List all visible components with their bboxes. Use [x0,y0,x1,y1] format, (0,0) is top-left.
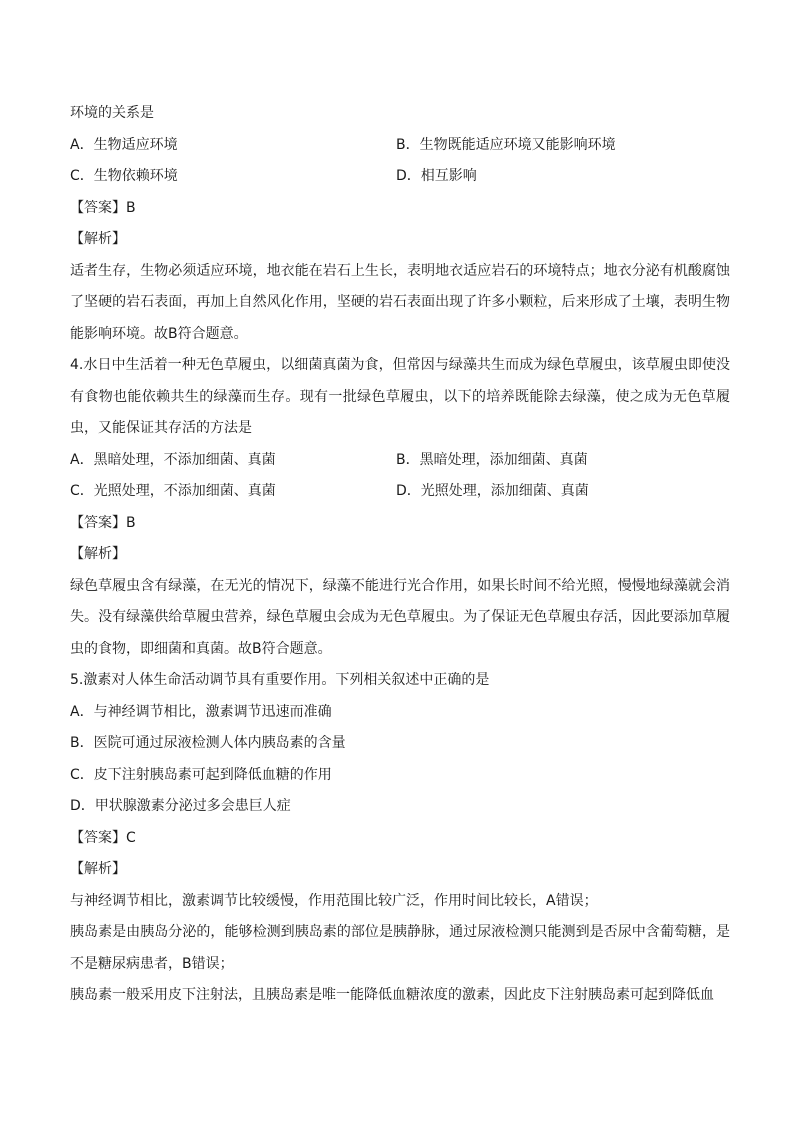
q3-answer: 【答案】B [70,199,136,216]
q3-option-d: D．相互影响 [396,168,477,184]
q4-analysis: 绿色草履虫含有绿藻，在无光的情况下，绿藻不能进行光合作用，如果长时间不给光照，慢慢地绿藻就会消失。没有绿藻供给草履虫营养，绿色草履虫会成为无色草履虫。为了保证无色草履虫存活，因此要添加草履虫的食物，即细菌和真菌。故B符合题意。 [70,577,730,657]
q5-analysis-2: 胰岛素是由胰岛分泌的，能够检测到胰岛素的部位是胰静脉，通过尿液检测只能测到是否尿中含葡萄糖，是不是糖尿病患者，B错误； [70,924,730,972]
q5-answer: 【答案】C [70,829,136,846]
q4-option-b: B．黑暗处理，添加细菌、真菌 [396,451,588,468]
q5-analysis-3: 胰岛素一般采用皮下注射法，且胰岛素是唯一能降低血糖浓度的激素，因此皮下注射胰岛素可起到降低血 [70,987,714,1003]
q5-option-a: A．与神经调节相比，激素调节迅速而准确 [70,703,332,720]
q3-analysis-label: 【解析】 [70,231,126,247]
q5-option-b: B．医院可通过尿液检测人体内胰岛素的含量 [70,735,346,751]
q5-stem: 5.激素对人体生命活动调节具有重要作用。下列相关叙述中正确的是 [70,672,490,688]
q4-option-a: A．黑暗处理，不添加细菌、真菌 [70,451,276,468]
q4-analysis-label: 【解析】 [70,546,126,562]
q3-option-c: C．生物依赖环境 [70,168,178,184]
q5-analysis-1: 与神经调节相比，激素调节比较缓慢，作用范围比较广泛，作用时间比较长，A错误； [70,892,598,909]
q3-option-b: B．生物既能适应环境又能影响环境 [396,136,616,153]
q5-option-d: D．甲状腺激素分泌过多会患巨人症 [70,798,291,814]
document-page [70,98,730,1012]
q4-options [70,445,730,508]
q4-stem: 4.水日中生活着一种无色草履虫，以细菌真菌为食，但常因与绿藻共生而成为绿色草履虫，该草履虫即使没有食物也能依赖共生的绿藻而生存。现有一批绿色草履虫，以下的培养既能除去绿藻，使之成为无色草履虫，又能保证其存活的方法是 [70,357,730,436]
q4-option-c: C．光照处理，不添加细菌、真菌 [70,483,276,499]
q3-stem-tail: 环境的关系是 [70,105,154,121]
q3-option-a: A．生物适应环境 [70,136,178,153]
q5-option-c: C．皮下注射胰岛素可起到降低血糖的作用 [70,766,332,783]
q3-analysis: 适者生存，生物必须适应环境，地衣能在岩石上生长，表明地衣适应岩石的环境特点；地衣分泌有机酸腐蚀了坚硬的岩石表面，再加上自然风化作用，坚硬的岩石表面出现了许多小颗粒，后来形成了土壤，表明生物能影响环境。故B符合题意。 [70,262,730,342]
q4-option-d: D．光照处理，添加细菌、真菌 [396,483,589,499]
q5-analysis-label: 【解析】 [70,861,126,877]
q3-options [70,130,730,193]
q4-answer: 【答案】B [70,514,136,531]
